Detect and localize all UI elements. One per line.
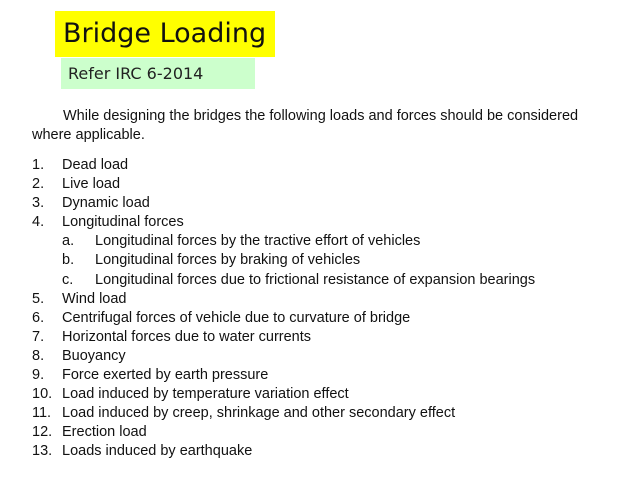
- sub-list-item: [32, 271, 632, 290]
- list-item: [32, 156, 632, 175]
- item-text: Loads induced by earthquake: [62, 443, 253, 460]
- item-text: Erection load: [62, 424, 147, 441]
- list-item: [32, 404, 632, 423]
- item-number: 10.: [32, 386, 53, 403]
- item-number: 9.: [32, 367, 45, 384]
- item-text: Longitudinal forces by braking of vehicles: [95, 252, 361, 269]
- item-text: Longitudinal forces by the tractive effort of vehicles: [95, 233, 421, 250]
- list-item: [32, 423, 632, 442]
- list-item: [32, 213, 632, 232]
- item-number: 3.: [32, 195, 45, 212]
- item-text: Force exerted by earth pressure: [62, 367, 269, 384]
- reference-label: Refer IRC 6-2014: [61, 58, 255, 89]
- item-text: Longitudinal forces: [62, 214, 184, 231]
- item-text: Longitudinal forces due to frictional resistance of expansion bearings: [95, 271, 536, 288]
- item-number: 5.: [32, 290, 45, 307]
- item-text: Dead load: [62, 157, 129, 173]
- intro-paragraph: While designing the bridges the following loads and forces should be considered where applicable.: [32, 108, 579, 143]
- list-item: [32, 290, 632, 309]
- item-number: 13.: [32, 443, 53, 460]
- item-number: 1.: [32, 157, 45, 173]
- list-item: [32, 347, 632, 366]
- item-text: Wind load: [62, 290, 127, 307]
- item-number: 11.: [32, 405, 52, 422]
- list-item: [32, 194, 632, 213]
- item-number: a.: [62, 233, 75, 250]
- list-item: [32, 175, 632, 194]
- item-number: 12.: [32, 424, 53, 441]
- list-item: [32, 385, 632, 404]
- item-text: Horizontal forces due to water currents: [62, 328, 312, 345]
- item-number: 4.: [32, 214, 45, 231]
- item-text: Load induced by creep, shrinkage and other secondary effect: [62, 405, 456, 422]
- item-number: 8.: [32, 347, 45, 364]
- item-number: 2.: [32, 176, 45, 193]
- list-item: [32, 442, 632, 461]
- item-text: Buoyancy: [62, 347, 126, 364]
- item-text: Centrifugal forces of vehicle due to curvature of bridge: [62, 309, 411, 326]
- item-number: 6.: [32, 309, 45, 326]
- list-item: [32, 309, 632, 328]
- item-text: Live load: [62, 176, 121, 193]
- item-text: Load induced by temperature variation effect: [62, 386, 349, 403]
- item-number: c.: [62, 271, 74, 288]
- item-text: Dynamic load: [62, 195, 150, 212]
- sub-list-item: [32, 251, 632, 270]
- item-number: b.: [62, 252, 75, 269]
- list-item: [32, 366, 632, 385]
- loads-list: [32, 156, 632, 462]
- item-number: 7.: [32, 328, 45, 345]
- sub-list-item: [32, 232, 632, 251]
- list-item: [32, 328, 632, 347]
- slide-title: Bridge Loading: [55, 11, 275, 57]
